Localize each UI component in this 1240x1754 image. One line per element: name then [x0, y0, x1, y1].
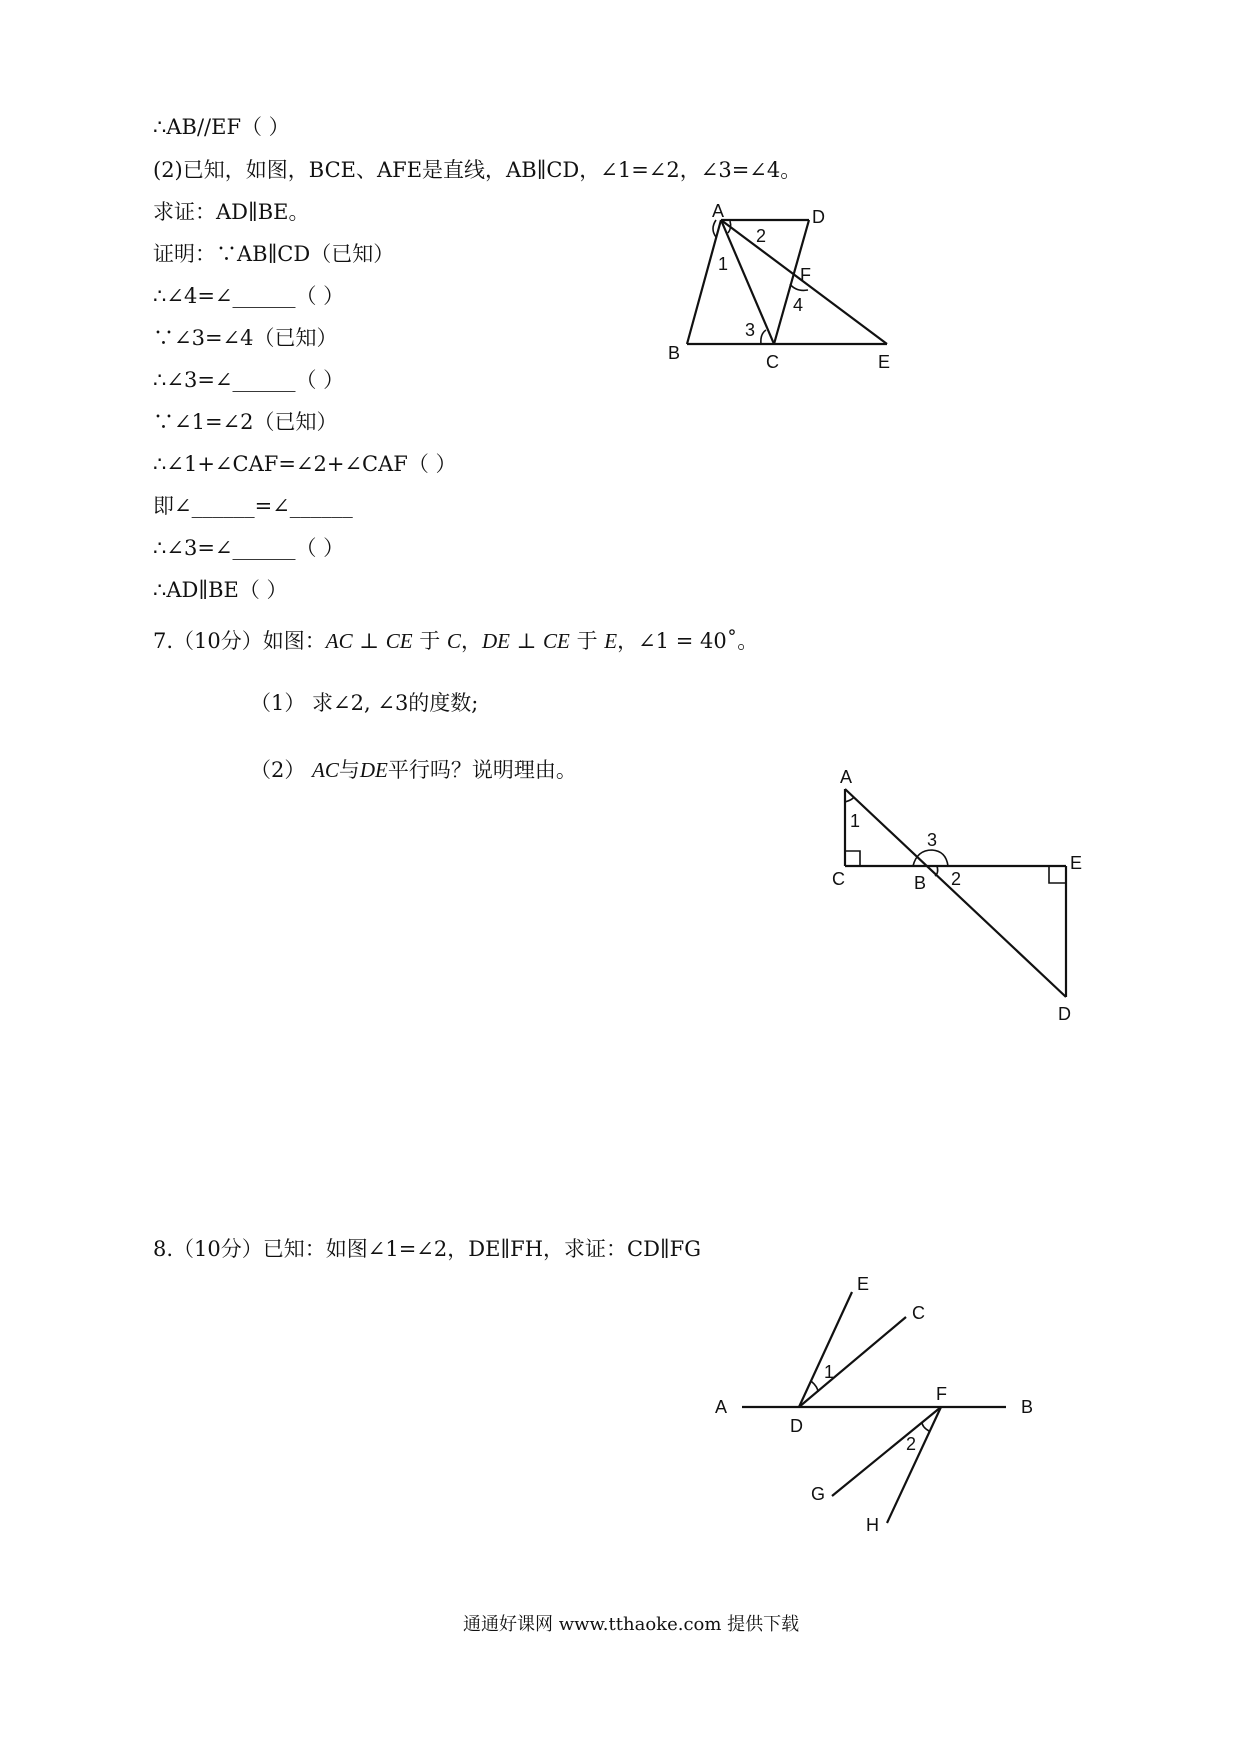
q7-sub2-label: （2）: [250, 758, 313, 782]
proof-line-9: ∴∠1+∠CAF=∠2+∠CAF（ ）: [153, 452, 457, 476]
fig1-label-1: 1: [718, 254, 729, 274]
fig1-label-c: C: [766, 352, 779, 372]
fig1-label-a: A: [712, 201, 725, 221]
q7-angle: ∠1 = 40˚: [638, 629, 738, 653]
fig1-label-3: 3: [745, 320, 756, 340]
proof-line-11: ∴∠3=∠______（ ）: [153, 536, 345, 560]
fig3-label-h: H: [866, 1515, 879, 1535]
fig3-label-g: G: [811, 1484, 826, 1504]
proof-line-4: 证明：∵AB∥CD（已知）: [153, 242, 395, 266]
q7-sub2-de: DE: [359, 758, 388, 782]
fig2-label-1: 1: [850, 811, 861, 831]
q7-ce2: CE: [543, 629, 570, 653]
proof-line-12: ∴AD∥BE（ ）: [153, 578, 288, 602]
q7-yu1: 于: [412, 629, 447, 653]
fig3-label-1: 1: [824, 1362, 835, 1382]
fig1-label-4: 4: [793, 295, 804, 315]
fig3-label-e: E: [857, 1274, 870, 1294]
q7-perp: ⊥: [352, 629, 386, 653]
q7-yu2: 于: [569, 629, 605, 653]
q7-e: E: [604, 629, 618, 653]
fig3-label-a: A: [715, 1397, 728, 1417]
question-8: 8.（10分）已知：如图∠1=∠2，DE∥FH，求证：CD∥FG: [153, 1237, 701, 1261]
fig3-label-f: F: [936, 1384, 947, 1404]
fig1-label-2: 2: [756, 226, 767, 246]
fig3-label-2: 2: [906, 1434, 917, 1454]
q7-ac: AC: [325, 629, 353, 653]
prove-statement: 求证：AD∥BE。: [153, 200, 310, 224]
q7-c: C: [446, 629, 461, 653]
q7-perp2: ⊥: [509, 629, 544, 653]
page-footer: 通通好课网 www.tthaoke.com 提供下载: [463, 1614, 800, 1635]
q7-de: DE: [481, 629, 510, 653]
fig1-label-f: F: [800, 265, 811, 285]
proof-line-5: ∴∠4=∠______（ ）: [153, 284, 345, 308]
fig2-label-b: B: [914, 873, 927, 893]
fig3-label-b: B: [1021, 1397, 1034, 1417]
fig1-label-d: D: [812, 207, 825, 227]
q7-end: 。: [737, 629, 759, 653]
q7-comma2: ，: [617, 629, 639, 653]
proof-line-6: ∵∠3=∠4（已知）: [153, 326, 338, 350]
q7-sub2-yu: 与: [338, 758, 360, 782]
proof-line-10: 即∠______=∠______: [153, 494, 353, 518]
q7-comma: ，: [460, 629, 482, 653]
q7-sub2-ac: AC: [312, 758, 339, 782]
q7-sub1: （1） 求∠2, ∠3的度数;: [250, 691, 479, 715]
problem-statement: (2)已知，如图，BCE、AFE是直线，AB∥CD，∠1=∠2，∠3=∠4。: [153, 158, 802, 182]
q7-head: 7.（10分）如图：: [153, 629, 326, 653]
proof-line-8: ∵∠1=∠2（已知）: [153, 410, 338, 434]
fig1-label-e: E: [878, 352, 891, 372]
fig2-label-e: E: [1070, 853, 1083, 873]
fig2-label-d: D: [1058, 1004, 1071, 1024]
fig3-label-c: C: [912, 1303, 925, 1323]
q7-sub2-rest: 平行吗？说明理由。: [387, 758, 577, 782]
fig3-label-d: D: [790, 1416, 803, 1436]
fig2-label-2: 2: [951, 869, 962, 889]
fig2-label-3: 3: [927, 830, 938, 850]
q7-ce: CE: [385, 629, 413, 653]
proof-line-7: ∴∠3=∠______（ ）: [153, 368, 345, 392]
fig1-label-b: B: [668, 343, 681, 363]
proof-line-1: ∴AB//EF（ ）: [153, 115, 290, 139]
fig2-label-c: C: [832, 869, 845, 889]
fig2-label-a: A: [840, 767, 853, 787]
